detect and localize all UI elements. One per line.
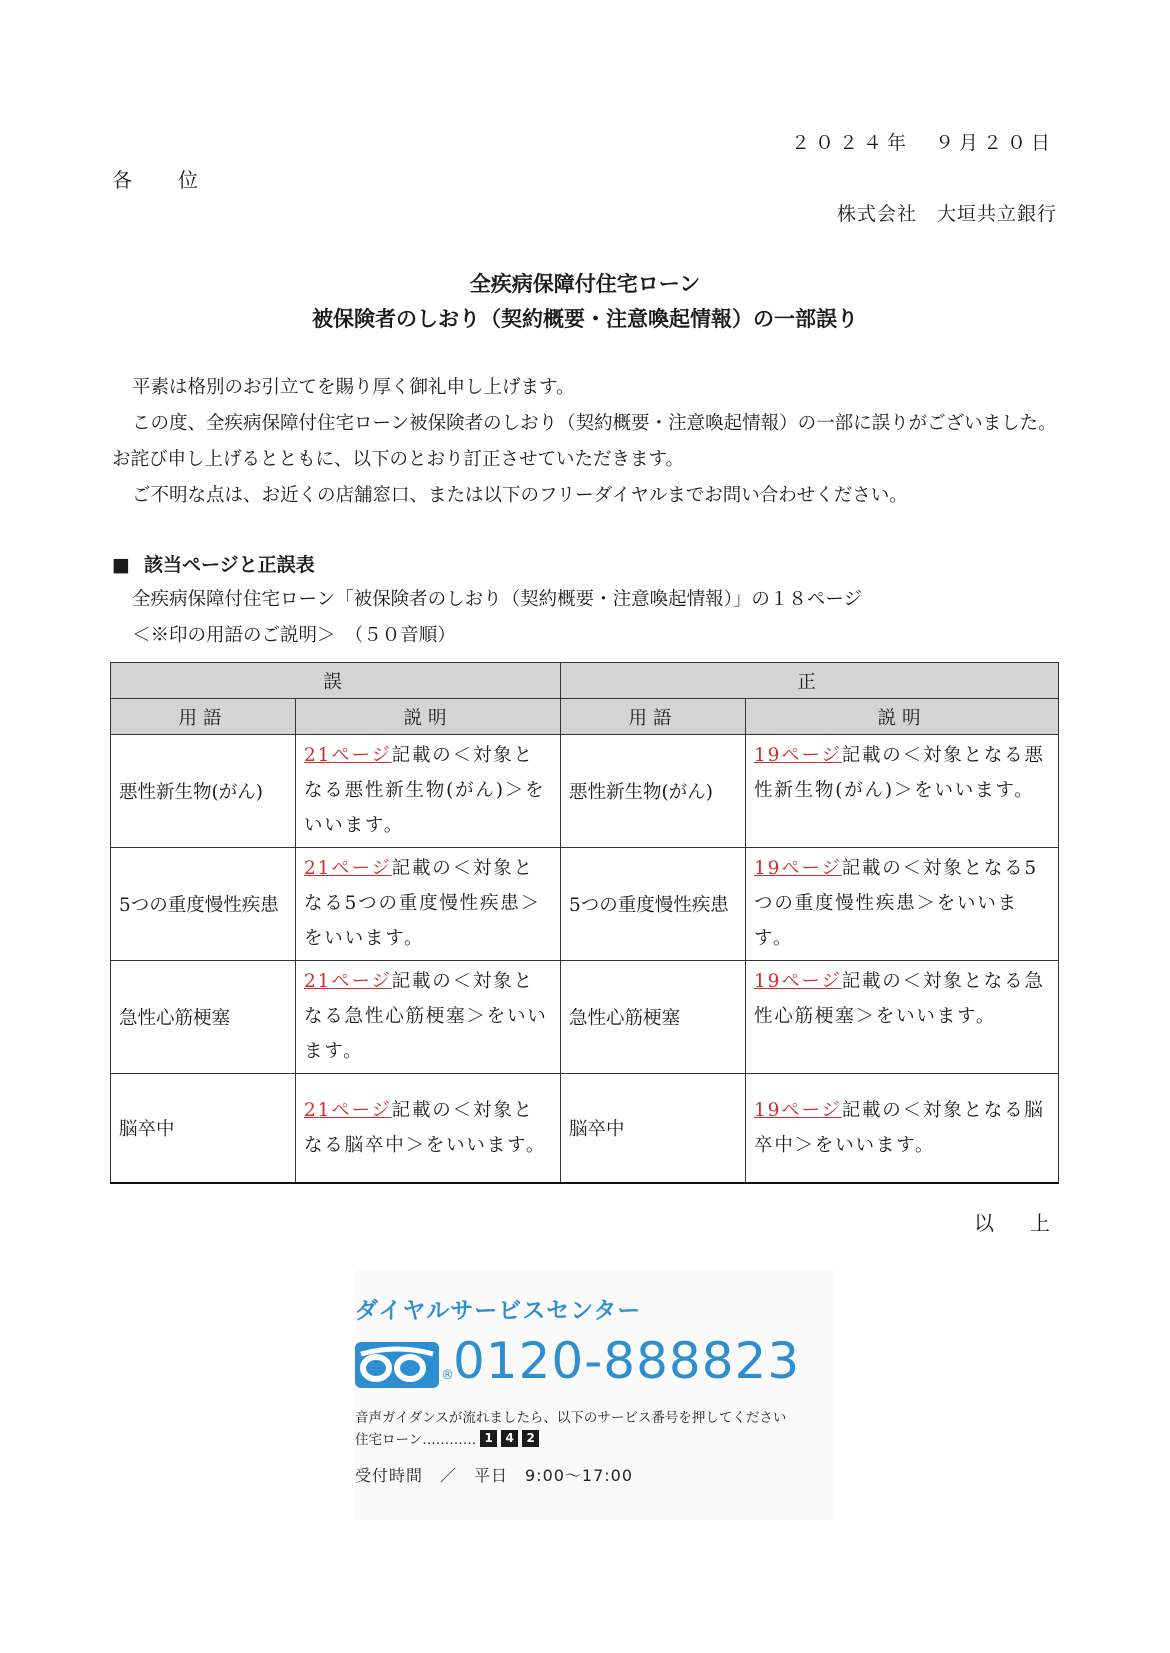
paragraph-contact: ご不明な点は、お近くの店舗窓口、または以下のフリーダイヤルまでお問い合わせください。 [132, 485, 908, 506]
business-hours: 受付時間 ／ 平日 9:00～17:00 [355, 1466, 634, 1485]
reference-subtitle: ＜※印の用語のご説明＞ （５０音順） [132, 625, 456, 646]
end-mark: 以 上 [974, 1211, 1058, 1235]
freedial-icon [355, 1342, 439, 1388]
header-correct: 正 [561, 663, 1059, 699]
term-cell: 5つの重度慢性疾患 [111, 848, 296, 961]
term-cell: 脳卒中 [111, 1074, 296, 1184]
wrong-page: 21ページ [304, 1099, 392, 1121]
table-row [111, 735, 1059, 848]
table-row [111, 961, 1059, 1074]
service-key: 4 [501, 1430, 518, 1447]
desc-cell-wrong [296, 961, 561, 1074]
errata-table [110, 662, 1058, 1184]
correct-page: 19ページ [754, 971, 842, 992]
desc-text: 記載の＜対象となる脳卒中＞をいいます。 [754, 1099, 1045, 1156]
desc-cell-wrong [296, 848, 561, 961]
col-desc-correct: 説明 [746, 699, 1059, 735]
sender-name: 株式会社 大垣共立銀行 [836, 203, 1057, 225]
desc-cell-wrong [296, 1074, 561, 1184]
paragraph-apology: この度、全疾病保障付住宅ローン被保険者のしおり（契約概要・注意喚起情報）の一部に誤りがございました。お詫び申し上げるとともに、以下のとおり訂正させていただきます。 [112, 413, 1057, 470]
desc-text: 記載の＜対象となる脳卒中＞をいいます。 [304, 1099, 547, 1156]
term-cell: 脳卒中 [561, 1074, 746, 1184]
paragraph-greeting: 平素は格別のお引立てを賜り厚く御礼申し上げます。 [132, 377, 575, 398]
table-row [111, 1074, 1059, 1184]
col-desc-wrong: 説明 [296, 699, 561, 735]
desc-cell-correct [746, 1074, 1059, 1184]
contact-banner [355, 1270, 835, 1520]
correct-page: 19ページ [754, 745, 842, 766]
reference-line: 全疾病保障付住宅ローン「被保険者のしおり（契約概要・注意喚起情報）」の１８ページ [132, 589, 863, 610]
desc-text: 記載の＜対象となる5つの重度慢性疾患＞をいいます。 [304, 858, 541, 949]
document-subtitle: 被保険者のしおり（契約概要・注意喚起情報）の一部誤り [312, 307, 858, 331]
header-wrong: 誤 [111, 663, 561, 699]
desc-cell-wrong [296, 735, 561, 848]
service-key: 1 [480, 1430, 497, 1447]
wrong-page: 21ページ [304, 971, 392, 992]
col-term-correct: 用語 [561, 699, 746, 735]
document-title: 全疾病保障付住宅ローン [469, 272, 701, 296]
dial-service-title: ダイヤルサービスセンター [355, 1298, 642, 1324]
service-number-line [355, 1428, 539, 1448]
body-text [112, 370, 1062, 514]
recipient: 各 位 [112, 168, 200, 192]
desc-text: 記載の＜対象となる急性心筋梗塞＞をいいます。 [754, 971, 1045, 1027]
square-bullet-icon: ■ [112, 554, 130, 576]
term-cell: 5つの重度慢性疾患 [561, 848, 746, 961]
phone-number[interactable]: 0120-888823 [453, 1332, 801, 1390]
section-heading [112, 550, 315, 577]
service-label: 住宅ローン………… [355, 1432, 477, 1448]
document-date: ２０２４年 ９月２０日 [790, 132, 1055, 154]
col-term-wrong: 用語 [111, 699, 296, 735]
term-cell: 急性心筋梗塞 [111, 961, 296, 1074]
registered-mark: ® [441, 1368, 454, 1383]
service-key: 2 [522, 1430, 539, 1447]
desc-cell-correct [746, 735, 1059, 848]
wrong-page: 21ページ [304, 858, 392, 879]
desc-text: 記載の＜対象となる急性心筋梗塞＞をいいます。 [304, 971, 548, 1062]
section-heading-text: 該当ページと正誤表 [143, 554, 315, 576]
desc-text: 記載の＜対象となる悪性新生物(がん)＞をいいます。 [754, 745, 1045, 801]
table-row [111, 848, 1059, 961]
term-cell: 悪性新生物(がん) [111, 735, 296, 848]
term-cell: 悪性新生物(がん) [561, 735, 746, 848]
desc-cell-correct [746, 848, 1059, 961]
desc-text: 記載の＜対象となる5つの重度慢性疾患＞をいいます。 [754, 858, 1038, 949]
correct-page: 19ページ [754, 858, 842, 879]
desc-text: 記載の＜対象となる悪性新生物(がん)＞をいいます。 [304, 745, 546, 836]
term-cell: 急性心筋梗塞 [561, 961, 746, 1074]
guidance-text: 音声ガイダンスが流れましたら、以下のサービス番号を押してください [355, 1410, 787, 1426]
desc-cell-correct [746, 961, 1059, 1074]
wrong-page: 21ページ [304, 745, 392, 766]
correct-page: 19ページ [754, 1099, 842, 1121]
